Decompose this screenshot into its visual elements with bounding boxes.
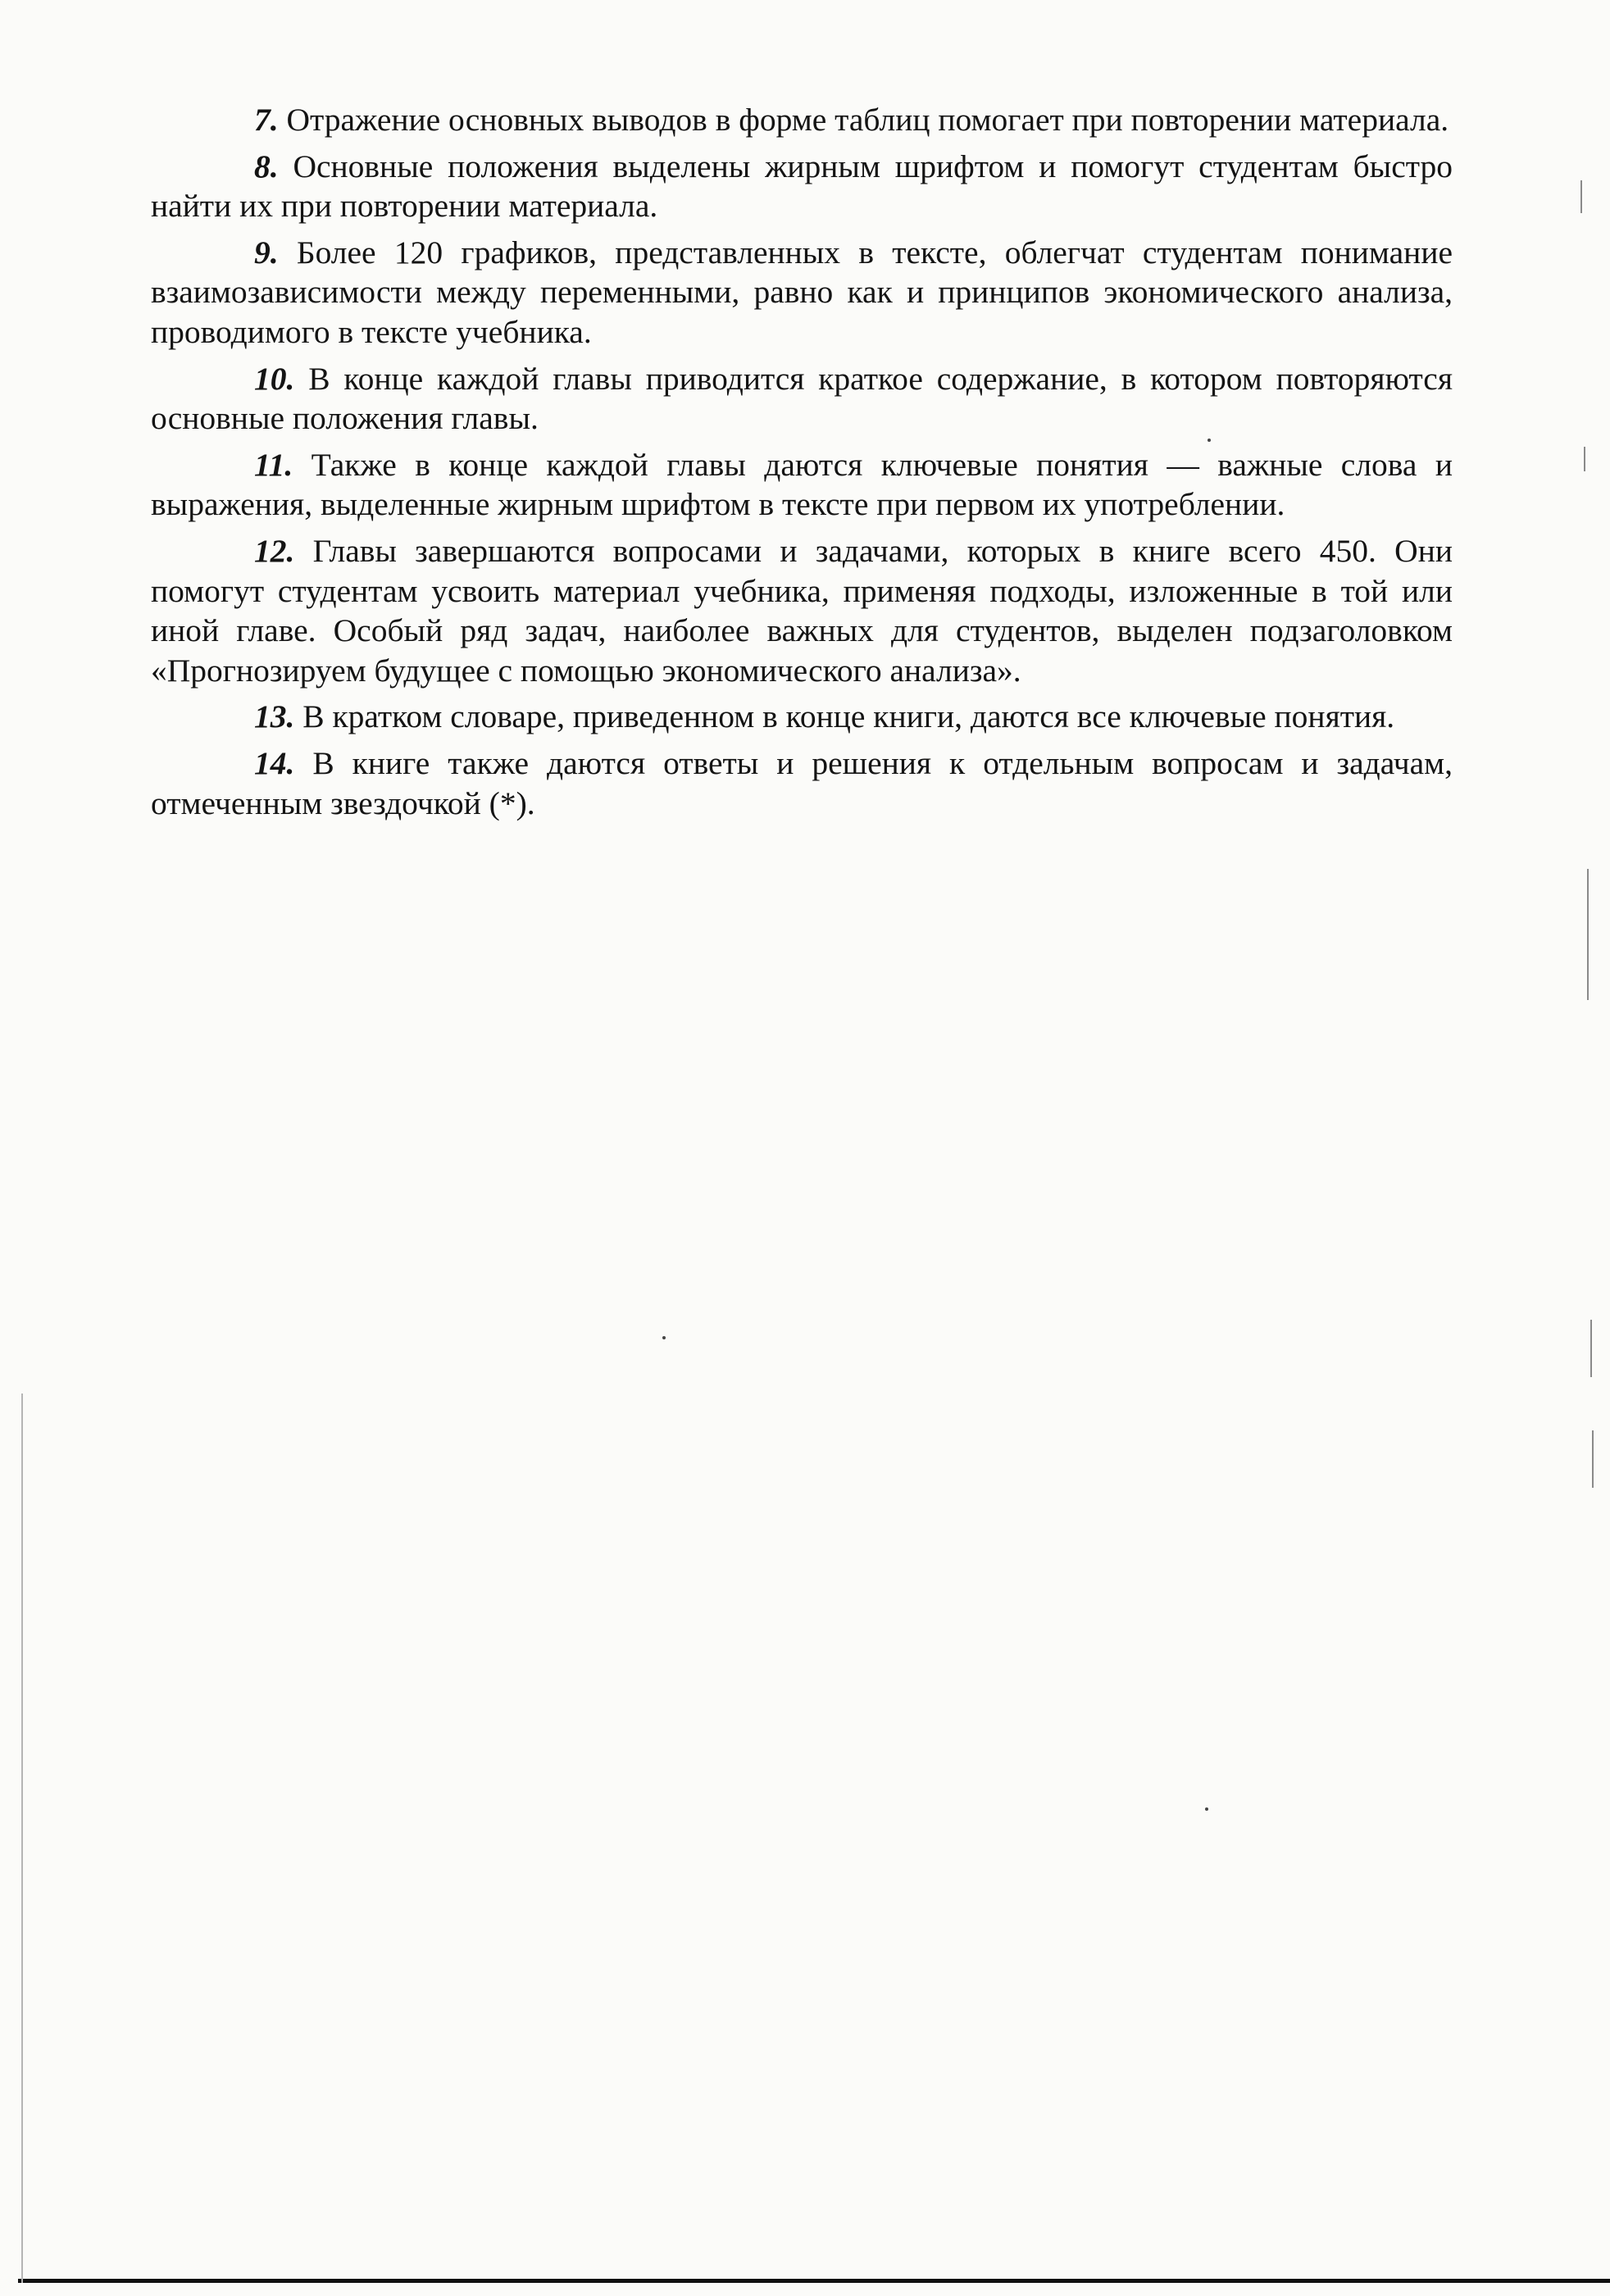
list-item-9 <box>151 233 1453 352</box>
scan-right-mark <box>1580 180 1582 213</box>
list-item-14 <box>151 743 1453 823</box>
item-number: 13. <box>254 698 295 735</box>
item-number: 10. <box>254 360 295 397</box>
item-text: В книге также даются ответы и решения к отдельным вопросам и задачам, отмеченным звездочкой (*). <box>151 744 1453 821</box>
list-item-8 <box>151 147 1453 226</box>
scan-bottom-edge <box>18 2279 1610 2283</box>
item-text: Основные положения выделены жирным шрифтом и помогут студентам быстро найти их при повторении материала. <box>151 148 1453 225</box>
list-item-13 <box>151 697 1453 737</box>
item-number: 8. <box>254 148 279 184</box>
scan-right-mark <box>1590 1320 1592 1377</box>
scan-speck <box>1205 1807 1208 1811</box>
list-item-7 <box>151 100 1453 140</box>
scan-speck <box>662 1336 666 1339</box>
item-text: Также в конце каждой главы даются ключевые понятия — важные слова и выражения, выделенные жирным шрифтом в тексте при первом их употреблении. <box>151 446 1453 523</box>
item-text: Главы завершаются вопросами и задачами, которых в книге всего 450. Они помогут студентам усвоить материал учебника, применяя подходы, изложенные в той или иной главе. Особый ряд задач, наиболее важных для студентов, выделен подзаголовком «Прогнозируем будущее с помощью экономического анализа». <box>151 532 1453 689</box>
item-number: 12. <box>254 532 295 569</box>
list-item-10 <box>151 359 1453 439</box>
item-text: В конце каждой главы приводится краткое содержание, в котором повторяются основные положения главы. <box>151 360 1453 437</box>
item-number: 7. <box>254 102 279 138</box>
item-number: 14. <box>254 744 295 781</box>
scan-right-mark <box>1587 869 1589 1000</box>
item-number: 9. <box>254 234 279 271</box>
item-text: Более 120 графиков, представленных в тексте, облегчат студентам понимание взаимозависимости между переменными, равно как и принципов экономического анализа, проводимого в тексте учебника. <box>151 234 1453 350</box>
item-number: 11. <box>254 446 293 483</box>
item-text: В кратком словаре, приведенном в конце книги, даются все ключевые понятия. <box>294 698 1395 735</box>
scan-speck <box>1208 439 1211 442</box>
body-text <box>151 100 1453 830</box>
item-text: Отражение основных выводов в форме таблиц помогает при повторении материала. <box>278 102 1449 138</box>
scan-right-mark <box>1592 1430 1594 1488</box>
list-item-11 <box>151 445 1453 525</box>
scan-right-mark <box>1584 447 1585 471</box>
scan-left-edge <box>21 1394 23 2283</box>
list-item-12 <box>151 531 1453 690</box>
